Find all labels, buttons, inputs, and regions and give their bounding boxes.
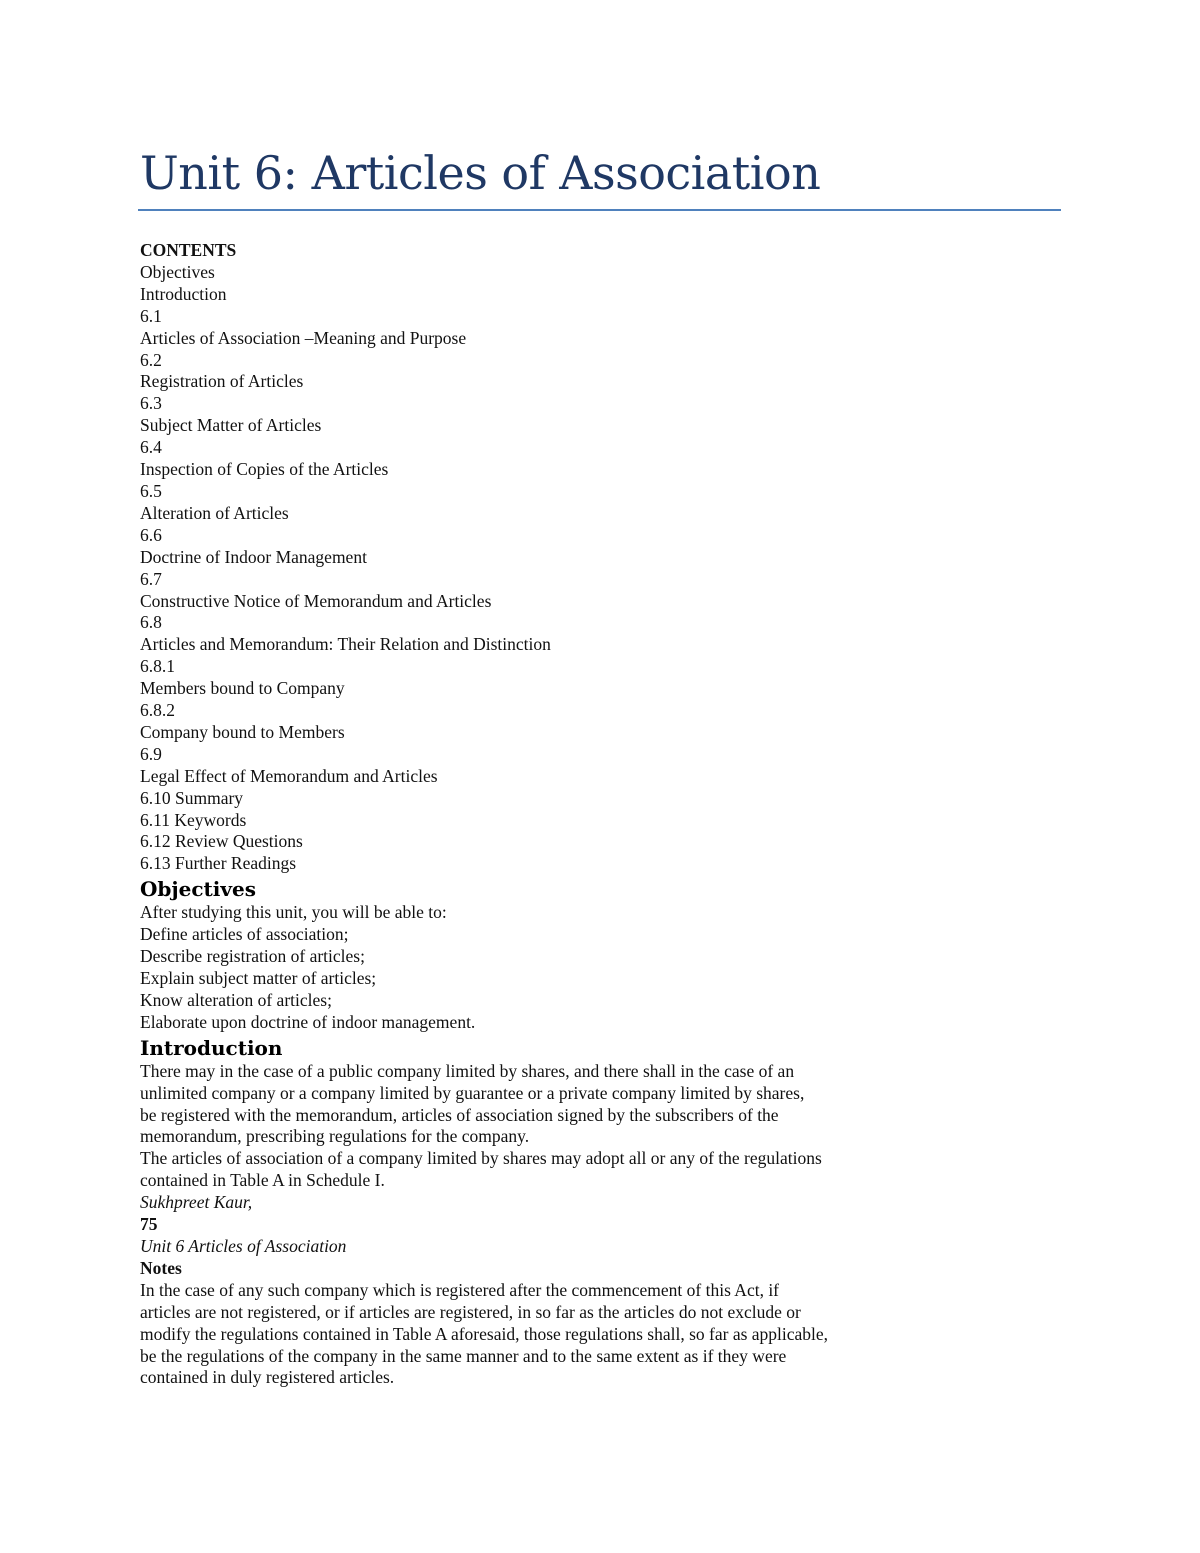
contents-item: 6.9 bbox=[140, 743, 162, 764]
objectives-list bbox=[140, 924, 1065, 1034]
contents-item: Legal Effect of Memorandum and Articles bbox=[140, 765, 438, 786]
introduction-section bbox=[140, 1035, 1065, 1192]
page-footer bbox=[140, 1192, 1065, 1280]
contents-item: Doctrine of Indoor Management bbox=[140, 546, 367, 567]
contents-item: 6.12 Review Questions bbox=[140, 831, 303, 852]
contents-heading: CONTENTS bbox=[140, 240, 237, 260]
contents-list bbox=[140, 262, 1065, 875]
contents-item: 6.8 bbox=[140, 612, 162, 633]
introduction-paragraph-1 bbox=[140, 1061, 1065, 1149]
paragraph-line: be registered with the memorandum, articles of association signed by the subscribers of the bbox=[140, 1104, 779, 1125]
contents-item: Inspection of Copies of the Articles bbox=[140, 459, 389, 480]
objectives-section bbox=[140, 876, 1065, 1033]
contents-item: 6.1 bbox=[140, 305, 162, 326]
introduction-paragraph-2 bbox=[140, 1148, 1065, 1192]
author-name: Sukhpreet Kaur, bbox=[140, 1192, 253, 1213]
contents-item: Constructive Notice of Memorandum and Articles bbox=[140, 590, 492, 611]
objective-item: Define articles of association; bbox=[140, 924, 349, 945]
contents-item: Registration of Articles bbox=[140, 371, 304, 392]
objective-item: Elaborate upon doctrine of indoor management. bbox=[140, 1011, 476, 1032]
paragraph-line: The articles of association of a company limited by shares may adopt all or any of the regulations bbox=[140, 1148, 822, 1169]
introduction-heading: Introduction bbox=[140, 1035, 283, 1060]
contents-item: Articles of Association –Meaning and Purpose bbox=[140, 327, 467, 348]
contents-item: Introduction bbox=[140, 283, 227, 304]
notes-label: Notes bbox=[140, 1257, 182, 1278]
contents-item: 6.8.2 bbox=[140, 700, 175, 721]
contents-item: 6.6 bbox=[140, 524, 162, 545]
contents-item: 6.3 bbox=[140, 393, 162, 414]
paragraph-line: unlimited company or a company limited by guarantee or a private company limited by shares, bbox=[140, 1082, 805, 1103]
page-number: 75 bbox=[140, 1214, 158, 1235]
contents-item: Members bound to Company bbox=[140, 678, 345, 699]
paragraph-line: In the case of any such company which is registered after the commencement of this Act, if bbox=[140, 1279, 780, 1300]
document-body bbox=[140, 240, 1065, 1389]
title-underline-rule bbox=[138, 209, 1061, 211]
continuation-paragraph bbox=[140, 1280, 1065, 1390]
contents-item: 6.10 Summary bbox=[140, 787, 244, 808]
paragraph-line: contained in Table A in Schedule I. bbox=[140, 1170, 385, 1191]
contents-section bbox=[140, 240, 1065, 875]
contents-item: Alteration of Articles bbox=[140, 502, 289, 523]
contents-item: Objectives bbox=[140, 261, 215, 282]
contents-item: Articles and Memorandum: Their Relation and Distinction bbox=[140, 634, 551, 655]
objective-item: Explain subject matter of articles; bbox=[140, 968, 377, 988]
page-title: Unit 6: Articles of Association bbox=[140, 146, 821, 200]
contents-item: 6.7 bbox=[140, 568, 162, 589]
paragraph-line: modify the regulations contained in Table A aforesaid, those regulations shall, so far as applicable, bbox=[140, 1323, 829, 1344]
objective-item: Know alteration of articles; bbox=[140, 989, 332, 1010]
contents-item: 6.4 bbox=[140, 437, 162, 458]
contents-item: 6.8.1 bbox=[140, 656, 175, 677]
objectives-heading: Objectives bbox=[140, 877, 256, 902]
contents-item: Company bound to Members bbox=[140, 721, 345, 742]
paragraph-line: articles are not registered, or if articles are registered, in so far as the articles do not exclude or bbox=[140, 1301, 801, 1322]
running-title: Unit 6 Articles of Association bbox=[140, 1235, 347, 1256]
paragraph-line: There may in the case of a public company limited by shares, and there shall in the case of an bbox=[140, 1060, 795, 1081]
contents-item: 6.2 bbox=[140, 349, 162, 370]
contents-item: 6.11 Keywords bbox=[140, 809, 247, 830]
contents-item: 6.5 bbox=[140, 480, 162, 501]
paragraph-line: be the regulations of the company in the same manner and to the same extent as if they were bbox=[140, 1345, 787, 1366]
contents-item: Subject Matter of Articles bbox=[140, 415, 322, 436]
objectives-intro: After studying this unit, you will be able to: bbox=[140, 902, 447, 923]
contents-item: 6.13 Further Readings bbox=[140, 853, 297, 874]
objective-item: Describe registration of articles; bbox=[140, 946, 365, 967]
paragraph-line: memorandum, prescribing regulations for the company. bbox=[140, 1126, 530, 1147]
paragraph-line: contained in duly registered articles. bbox=[140, 1367, 395, 1388]
